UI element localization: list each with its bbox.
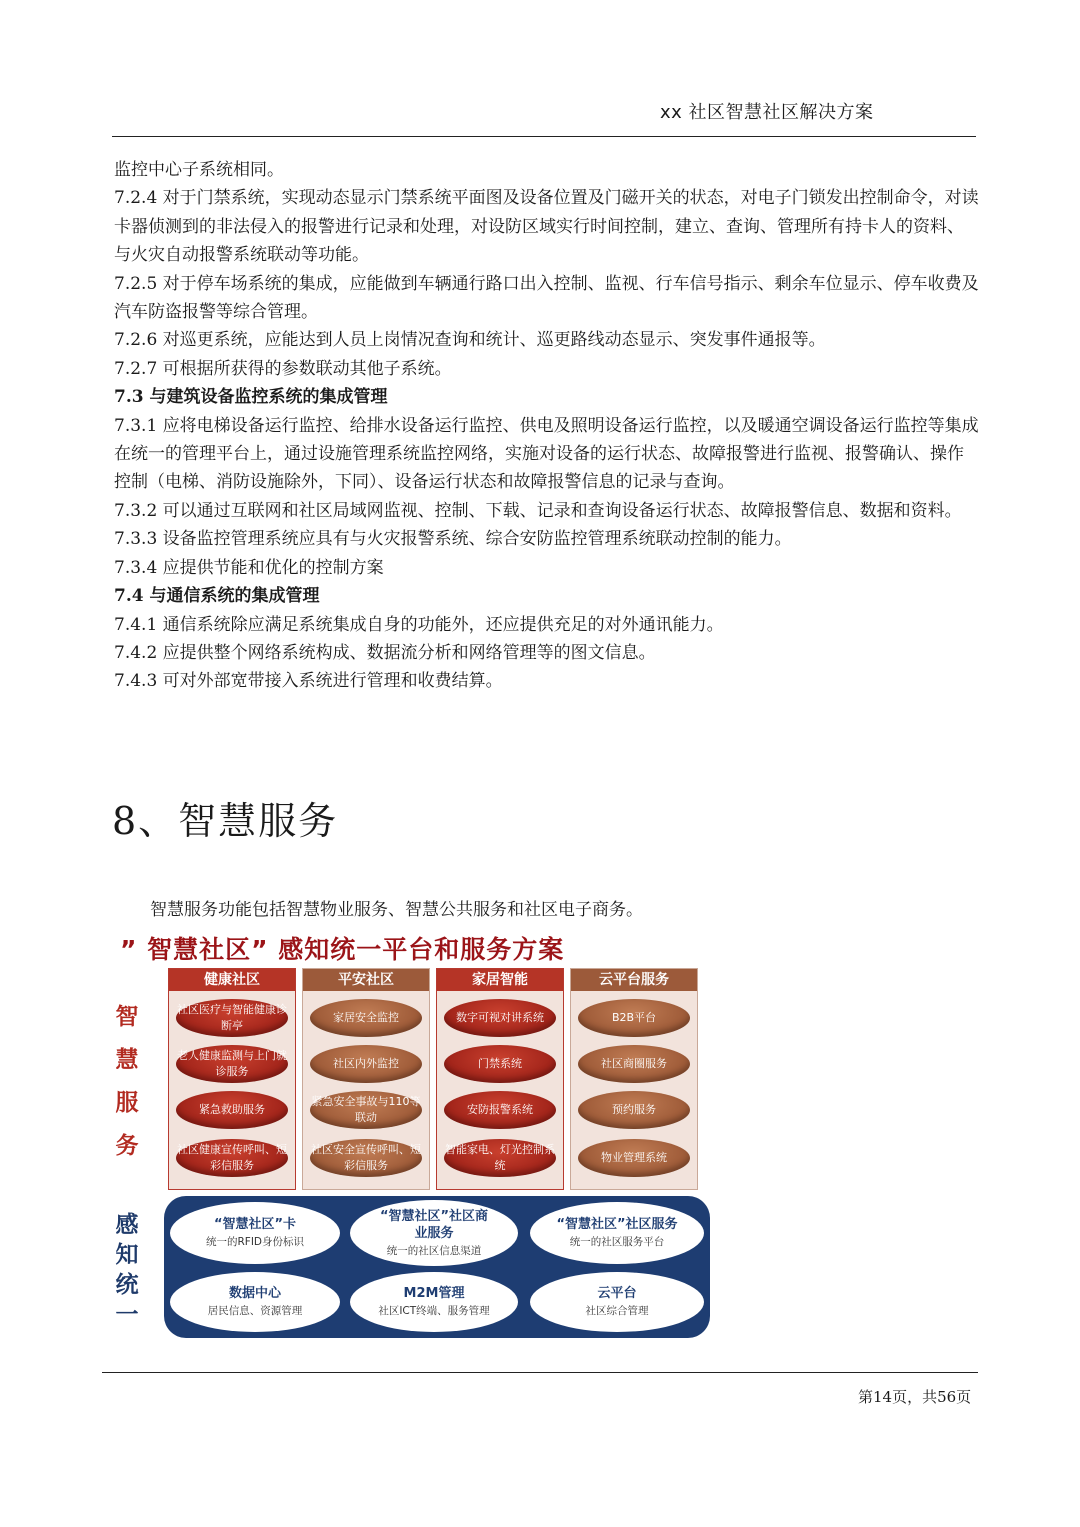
header-divider [112, 136, 976, 137]
platform-sub: 社区ICT终端、服务管理 [378, 1305, 490, 1317]
body-paragraph: 7.4.1 通信系统除应满足系统集成自身的功能外，还应提供充足的对外通讯能力。 [114, 614, 724, 635]
footer-divider [102, 1372, 978, 1373]
platform-title: 数据中心 [228, 1286, 281, 1301]
column-smart-home [436, 968, 564, 1190]
service-oval: 社区内外监控 [310, 1045, 422, 1083]
body-paragraph: 7.4.2 应提供整个网络系统构成、数据流分析和网络管理等的图文信息。 [114, 642, 656, 663]
column-cloud-service [570, 968, 698, 1190]
platform-card [350, 1272, 518, 1332]
label-char: 知 [115, 1242, 139, 1268]
label-char: 感 [115, 1212, 139, 1238]
platform-title: 云平台 [597, 1286, 637, 1301]
body-paragraph: 7.2.5 对于停车场系统的集成，应能做到车辆通行路口出入控制、监视、行车信号指示、剩余车位显示、停车收费及汽车防盗报警等综合管理。 [114, 273, 979, 323]
column-safe-community [302, 968, 430, 1190]
service-oval: 物业管理系统 [578, 1139, 690, 1177]
platform-sub: 居民信息、资源管理 [207, 1305, 303, 1317]
service-oval: 紧急救助服务 [176, 1091, 288, 1129]
platform-card [170, 1202, 340, 1264]
body-paragraph: 7.3.4 应提供节能和优化的控制方案 [114, 557, 384, 578]
body-paragraph: 7.2.6 对巡更系统，应能达到人员上岗情况查询和统计、巡更路线动态显示、突发事件通报等。 [114, 330, 826, 351]
service-oval: 社区健康宣传呼叫、短彩信服务 [176, 1139, 288, 1177]
diagram-title: ” 智慧社区” 感知统一平台和服务方案 [120, 935, 565, 964]
label-unified-sensing [112, 1210, 142, 1330]
service-oval: B2B平台 [578, 999, 690, 1037]
body-paragraph: 7.3.3 设备监控管理系统应具有与火灾报警系统、综合安防监控管理系统联动控制的能力。 [114, 529, 792, 550]
platform-title: “智慧社区”社区服务 [556, 1217, 678, 1232]
service-oval: 社区商圈服务 [578, 1045, 690, 1083]
body-text [114, 156, 980, 696]
column-header: 家居智能 [437, 969, 563, 991]
section-intro: 智慧服务功能包括智慧物业服务、智慧公共服务和社区电子商务。 [150, 900, 643, 920]
platform-sub: 统一的社区服务平台 [569, 1236, 665, 1248]
platform-card [530, 1272, 704, 1332]
unified-platform-panel [164, 1196, 710, 1338]
body-paragraph: 7.3.2 可以通过互联网和社区局域网监视、控制、下载、记录和查询设备运行状态、故障报警信息、数据和资料。 [114, 500, 962, 521]
service-oval: 安防报警系统 [444, 1091, 556, 1129]
platform-card [350, 1200, 518, 1266]
document-header-title: xx 社区智慧社区解决方案 [660, 102, 874, 123]
service-oval: 家居安全监控 [310, 999, 422, 1037]
page-number: 第14页，共56页 [858, 1388, 972, 1406]
label-char: 智 [115, 1004, 139, 1030]
platform-title: “智慧社区”卡 [213, 1217, 297, 1232]
label-char: 一 [115, 1302, 139, 1328]
service-oval: 社区安全宣传呼叫、短彩信服务 [310, 1139, 422, 1177]
subsection-heading: 7.3 与建筑设备监控系统的集成管理 [114, 387, 388, 408]
column-header: 云平台服务 [571, 969, 697, 991]
label-char: 服 [115, 1090, 139, 1116]
column-header: 平安社区 [303, 969, 429, 991]
label-char: 统 [115, 1272, 139, 1298]
service-oval: 数字可视对讲系统 [444, 999, 556, 1037]
service-oval: 智能家电、灯光控制系统 [444, 1139, 556, 1177]
label-char: 务 [115, 1133, 139, 1159]
section-title: 8、智慧服务 [112, 799, 339, 843]
body-paragraph: 7.2.4 对于门禁系统，实现动态显示门禁系统平面图及设备位置及门磁开关的状态，对电子门锁发出控制命令，对读卡器侦测到的非法侵入的报警进行记录和处理，对设防区域实行时间控制，建立、查询、管理所有持卡人的资料、与火灾自动报警系统联动等功能。 [114, 188, 979, 266]
body-paragraph: 监控中心子系统相同。 [114, 160, 284, 180]
service-oval: 预约服务 [578, 1091, 690, 1129]
platform-card [170, 1272, 340, 1332]
smart-community-diagram [112, 928, 712, 1340]
platform-title: M2M管理 [403, 1286, 465, 1301]
platform-title: “智慧社区”社区商业服务 [379, 1208, 489, 1241]
service-oval: 紧急安全事故与110等联动 [310, 1091, 422, 1129]
subsection-heading: 7.4 与通信系统的集成管理 [114, 586, 320, 607]
label-char: 慧 [115, 1047, 139, 1073]
label-smart-service [112, 996, 142, 1168]
body-paragraph: 7.2.7 可根据所获得的参数联动其他子系统。 [114, 358, 452, 379]
platform-sub: 统一的社区信息渠道 [386, 1244, 482, 1257]
service-oval: 老人健康监测与上门就诊服务 [176, 1045, 288, 1083]
service-oval: 社区医疗与智能健康诊断亭 [176, 999, 288, 1037]
body-paragraph: 7.4.3 可对外部宽带接入系统进行管理和收费结算。 [114, 671, 503, 692]
service-oval: 门禁系统 [444, 1045, 556, 1083]
platform-sub: 统一的RFID身份标识 [205, 1236, 305, 1248]
column-health-community [168, 968, 296, 1190]
platform-sub: 社区综合管理 [585, 1305, 649, 1317]
body-paragraph: 7.3.1 应将电梯设备运行监控、给排水设备运行监控、供电及照明设备运行监控，以及暖通空调设备运行监控等集成在统一的管理平台上，通过设施管理系统监控网络，实施对设备的运行状态、故障报警进行监视、报警确认、操作控制（电梯、消防设施除外，下同）、设备运行状态和故障报警信息的记录与查询。 [114, 415, 979, 493]
column-header: 健康社区 [169, 969, 295, 991]
platform-card [530, 1202, 704, 1264]
